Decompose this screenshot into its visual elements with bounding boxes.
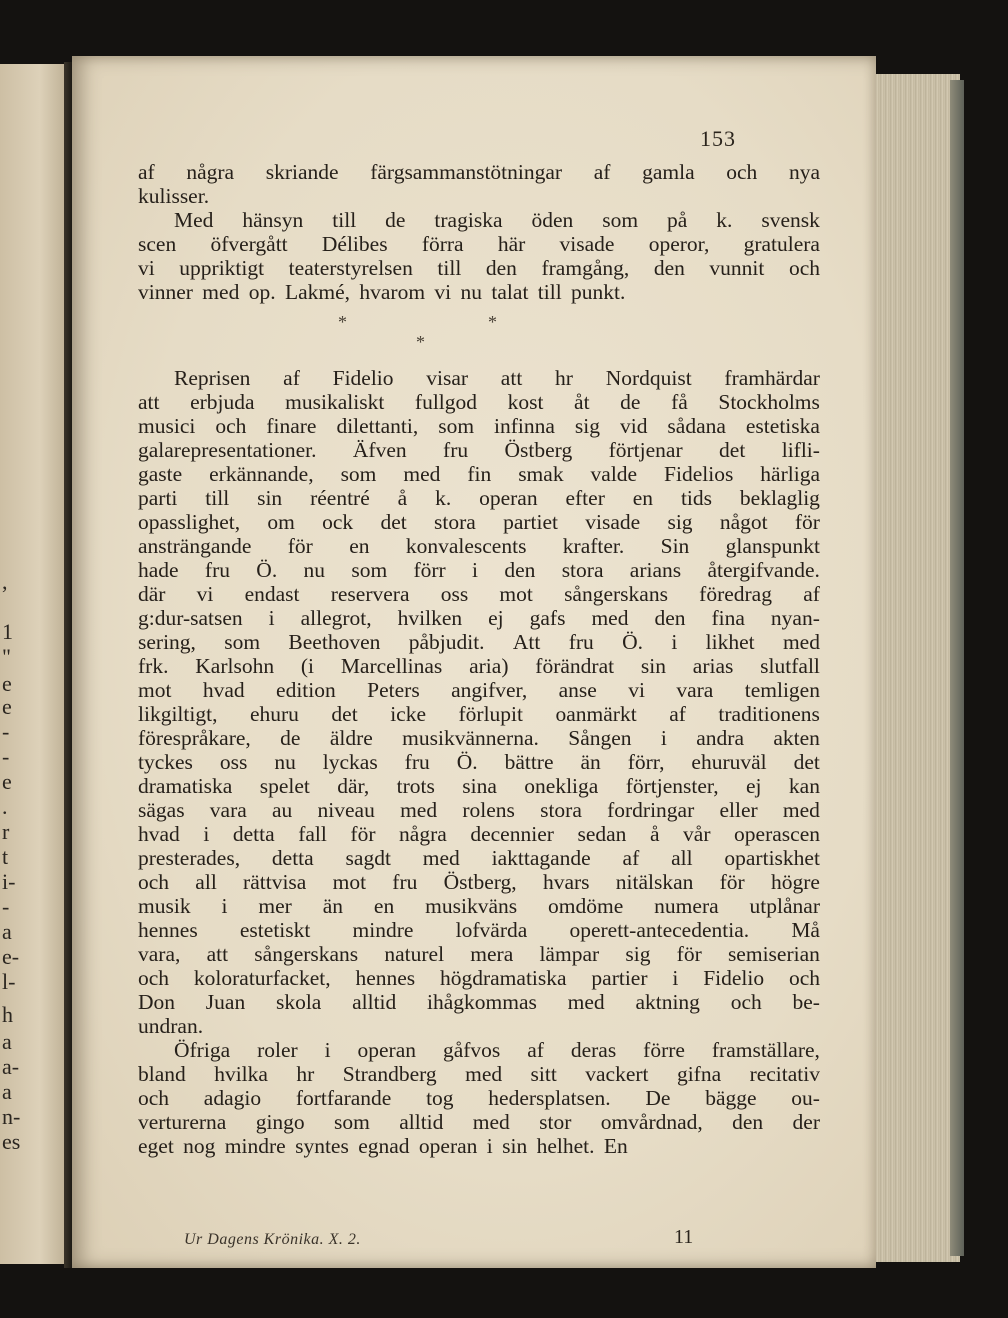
left-page-fragment: e: [2, 694, 12, 719]
text-line: eget nog mindre syntes egnad operan i sin helhet. En: [138, 1134, 628, 1158]
text-line: musik i mer än en musikväns omdöme numera utplånar: [138, 894, 820, 918]
text-line: hade fru Ö. nu som förr i den stora arians återgifvande.: [138, 558, 820, 582]
text-line: sägas vara au niveau med rolens stora fordringar eller med: [138, 798, 820, 822]
section-break-star: *: [338, 312, 347, 332]
left-page-fragment: a: [2, 1079, 12, 1104]
text-line: scen öfvergått Délibes förra här visade operor, gratulera: [138, 232, 820, 256]
text-line: sering, som Beethoven påbjudit. Att fru Ö. i likhet med: [138, 630, 820, 654]
sheet-number: 11: [674, 1226, 694, 1248]
left-page-fragment: e: [2, 671, 12, 696]
cover-edge: [950, 80, 964, 1256]
text-line: parti till sin réentré å k. operan efter en tids beklaglig: [138, 486, 820, 510]
text-line: förespråkare, de äldre musikvännerna. Sången i andra akten: [138, 726, 820, 750]
text-line: Don Juan skola alltid ihågkommas med aktning och be-: [138, 990, 820, 1014]
left-page-fragment: n-: [2, 1104, 21, 1129]
section-break-star: *: [488, 312, 497, 332]
left-page-fragment: -: [2, 719, 10, 744]
text-line: likgiltigt, ehuru det icke förlupit oanmärkt af traditionens: [138, 702, 820, 726]
left-page-fragment: 1: [2, 619, 13, 644]
left-page-fragment: i-: [2, 869, 16, 894]
left-page-fragment: t: [2, 844, 9, 869]
text-line: galarepresentationer. Äfven fru Östberg förtjenar det lifli-: [138, 438, 820, 462]
left-page-fragment: e: [2, 769, 12, 794]
left-page-fragment: -: [2, 744, 10, 769]
text-line: vinner med op. Lakmé, hvarom vi nu talat till punkt.: [138, 280, 626, 304]
text-line: att erbjuda musikaliskt fullgod kost åt de få Stockholms: [138, 390, 820, 414]
text-line: verturerna gingo som alltid med stor omvårdnad, den der: [138, 1110, 820, 1134]
text-line: musici och finare dilettanti, som infinna sig vid sådana estetiska: [138, 414, 820, 438]
left-page-fragment: r: [2, 819, 10, 844]
text-line: Med hänsyn till de tragiska öden som på k. svensk: [174, 208, 820, 232]
text-line: g:dur-satsen i allegrot, hvilken ej gafs med den fina nyan-: [138, 606, 820, 630]
text-line: vara, att sångerskans naturel mera lämpar sig för semiserian: [138, 942, 820, 966]
text-line: Reprisen af Fidelio visar att hr Nordquist framhärdar: [174, 366, 820, 390]
left-page-fragment: e-: [2, 944, 20, 969]
text-line: bland hvilka hr Strandberg med sitt vackert gifna recitativ: [138, 1062, 820, 1086]
text-line: opasslighet, om ock det stora partiet visade sig något för: [138, 510, 820, 534]
left-page-fragment: a: [2, 1029, 12, 1054]
text-line: kulisser.: [138, 184, 210, 208]
section-break: [138, 304, 820, 366]
text-line: hvad i detta fall för några decennier sedan å vår operascen: [138, 822, 820, 846]
text-line: Öfriga roler i operan gåfvos af deras förre framställare,: [174, 1038, 820, 1062]
left-page-fragment: -: [2, 894, 10, 919]
left-page-fragment: l-: [2, 969, 16, 994]
text-line: vi uppriktigt teaterstyrelsen till den framgång, den vunnit och: [138, 256, 820, 280]
left-page-fragment: h: [2, 1002, 13, 1027]
left-page-fragment: a-: [2, 1054, 20, 1079]
text-line: och koloraturfacket, hennes högdramatiska partier i Fidelio och: [138, 966, 820, 990]
text-line: tyckes oss nu lyckas fru Ö. bättre än förr, ehuruväl det: [138, 750, 820, 774]
text-line: af några skriande färgsammanstötningar af gamla och nya: [138, 160, 820, 184]
signature-mark: Ur Dagens Krönika. X. 2.: [184, 1231, 361, 1248]
left-page-fragment: ,: [2, 569, 8, 594]
text-line: och adagio fortfarande tog hedersplatsen. De bägge ou-: [138, 1086, 820, 1110]
text-line: undran.: [138, 1014, 204, 1038]
left-page-fragment: ": [2, 644, 11, 669]
text-line: dramatiska spelet där, trots sina onekliga förtjenster, ej kan: [138, 774, 820, 798]
text-line: presterades, detta sagdt med iakttagande af all opartiskhet: [138, 846, 820, 870]
left-page-fragment: es: [2, 1129, 21, 1154]
left-page-fragment: a: [2, 919, 12, 944]
text-line: ansträngande för en konvalescents krafter. Sin glanspunkt: [138, 534, 820, 558]
text-line: mot hvad edition Peters angifver, anse vi vara temligen: [138, 678, 820, 702]
text-line: där vi endast reservera oss mot sångerskans föredrag af: [138, 582, 820, 606]
text-line: frk. Karlsohn (i Marcellinas aria) förändrat sin arias slutfall: [138, 654, 820, 678]
left-facing-page: [0, 64, 72, 1264]
page-edges: [874, 74, 960, 1262]
page-number: 153: [700, 126, 736, 151]
text-line: och all rättvisa mot fru Östberg, hvars nitälskan för högre: [138, 870, 820, 894]
book-page: [72, 56, 876, 1268]
section-break-star: *: [416, 332, 425, 352]
text-line: hennes estetiskt mindre lofvärda operett-antecedentia. Må: [138, 918, 820, 942]
left-page-fragment: .: [2, 794, 8, 819]
body-text: [138, 160, 820, 1158]
text-line: gaste erkännande, som med fin smak valde Fidelios härliga: [138, 462, 820, 486]
